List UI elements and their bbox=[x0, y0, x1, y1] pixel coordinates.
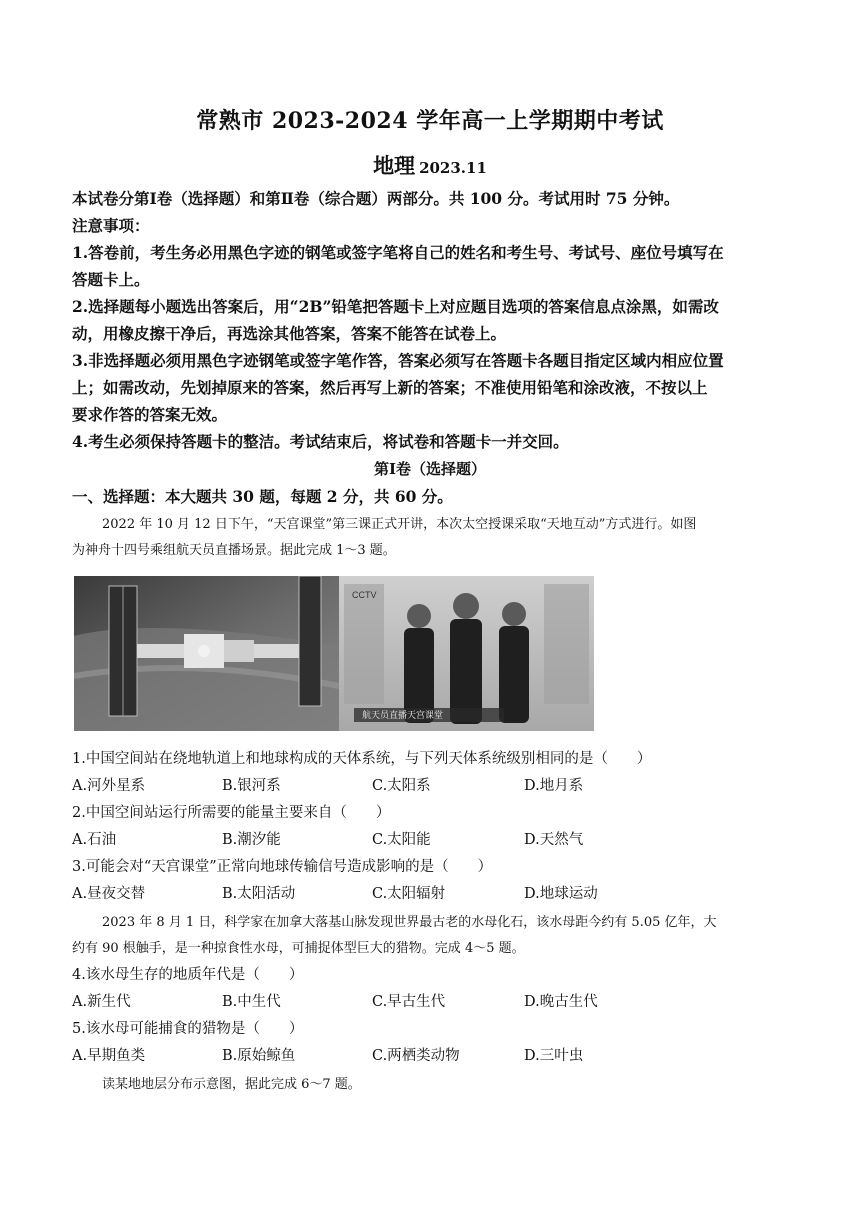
question-4-option-a[interactable]: A.新生代 bbox=[72, 994, 131, 1010]
question-4-option-b[interactable]: B.中生代 bbox=[222, 994, 281, 1010]
passage-1-line-b: 为神舟十四号乘组航天员直播场景。据此完成 1～3 题。 bbox=[72, 543, 396, 558]
note-3-line-b: 上；如需改动，先划掉原来的答案，然后再写上新的答案；不准使用铅笔和涂改液，不按以上 bbox=[72, 378, 708, 397]
question-5-stem: 5.该水母可能捕食的猎物是（ ） bbox=[72, 1021, 304, 1037]
question-2-stem: 2.中国空间站运行所需要的能量主要来自（ ） bbox=[72, 805, 391, 821]
question-1-option-b[interactable]: B.银河系 bbox=[222, 778, 281, 794]
question-1-stem: 1.中国空间站在绕地轨道上和地球构成的天体系统，与下列天体系统级别相同的是（ ） bbox=[72, 751, 652, 767]
section-1-heading: 一、选择题：本大题共 30 题，每题 2 分，共 60 分。 bbox=[72, 487, 453, 506]
question-1-option-d[interactable]: D.地月系 bbox=[524, 778, 584, 794]
note-1-line-a: 1.答卷前，考生务必用黑色字迹的钢笔或签字笔将自己的姓名和考生号、考试号、座位号填写在 bbox=[72, 243, 724, 262]
note-3-line-a: 3.非选择题必须用黑色字迹钢笔或签字笔作答，答案必须写在答题卡各题目指定区域内相应位置 bbox=[72, 351, 724, 370]
question-1-option-a[interactable]: A.河外星系 bbox=[72, 778, 146, 794]
question-3-stem: 3.可能会对“天宫课堂”正常向地球传输信号造成影响的是（ ） bbox=[72, 859, 493, 875]
note-1-line-b: 答题卡上。 bbox=[72, 270, 150, 289]
question-2-option-c[interactable]: C.太阳能 bbox=[372, 832, 431, 848]
question-3-option-b[interactable]: B.太阳活动 bbox=[222, 886, 296, 902]
passage-2-line-b: 约有 90 根触手，是一种掠食性水母，可捕捉体型巨大的猎物。完成 4～5 题。 bbox=[72, 941, 525, 956]
passage-3-line: 读某地地层分布示意图，据此完成 6～7 题。 bbox=[102, 1077, 361, 1092]
note-3-line-c: 要求作答的答案无效。 bbox=[72, 405, 228, 424]
note-2-line-b: 动，用橡皮擦干净后，再选涂其他答案，答案不能答在试卷上。 bbox=[72, 324, 507, 343]
question-5-option-a[interactable]: A.早期鱼类 bbox=[72, 1048, 146, 1064]
broadcast-caption: 航天员直播天宫课堂 bbox=[362, 711, 444, 721]
question-5-option-d[interactable]: D.三叶虫 bbox=[524, 1048, 584, 1064]
question-2-option-d[interactable]: D.天然气 bbox=[524, 832, 584, 848]
exam-subtitle bbox=[0, 150, 860, 180]
cctv-logo: CCTV bbox=[352, 590, 377, 600]
exam-date: 2023.11 bbox=[419, 159, 487, 177]
passage-2-line-a: 2023 年 8 月 1 日，科学家在加拿大落基山脉发现世界最古老的水母化石，该水母距今约有 5.05 亿年，大 bbox=[102, 915, 717, 930]
notes-heading: 注意事项： bbox=[72, 216, 150, 235]
question-3-option-d[interactable]: D.地球运动 bbox=[524, 886, 598, 902]
exam-title: 常熟市 2023-2024 学年高一上学期期中考试 bbox=[196, 108, 664, 134]
note-4-line: 4.考生必须保持答题卡的整洁。考试结束后，将试卷和答题卡一并交回。 bbox=[72, 432, 569, 451]
question-2-option-b[interactable]: B.潮汐能 bbox=[222, 832, 281, 848]
intro-line: 本试卷分第Ⅰ卷（选择题）和第Ⅱ卷（综合题）两部分。共 100 分。考试用时 75 分钟。 bbox=[72, 189, 680, 208]
question-3-option-c[interactable]: C.太阳辐射 bbox=[372, 886, 446, 902]
question-5-option-c[interactable]: C.两栖类动物 bbox=[372, 1048, 460, 1064]
question-4-stem: 4.该水母生存的地质年代是（ ） bbox=[72, 967, 304, 983]
question-2-option-a[interactable]: A.石油 bbox=[72, 832, 117, 848]
subject-label: 地理 bbox=[373, 153, 416, 178]
question-4-option-d[interactable]: D.晚古生代 bbox=[524, 994, 598, 1010]
note-2-line-a: 2.选择题每小题选出答案后，用“2B”铅笔把答题卡上对应题目选项的答案信息点涂黑，如需改 bbox=[72, 297, 719, 316]
question-3-option-a[interactable]: A.昼夜交替 bbox=[72, 886, 146, 902]
question-5-option-b[interactable]: B.原始鲸鱼 bbox=[222, 1048, 296, 1064]
space-station-image bbox=[74, 576, 594, 731]
part-1-heading: 第Ⅰ卷（选择题） bbox=[373, 460, 487, 478]
astronaut-broadcast-photo bbox=[74, 576, 594, 731]
question-4-option-c[interactable]: C.早古生代 bbox=[372, 994, 446, 1010]
passage-1-line-a: 2022 年 10 月 12 日下午，“天宫课堂”第三课正式开讲，本次太空授课采取“天地互动”方式进行。如图 bbox=[102, 517, 697, 532]
question-1-option-c[interactable]: C.太阳系 bbox=[372, 778, 431, 794]
